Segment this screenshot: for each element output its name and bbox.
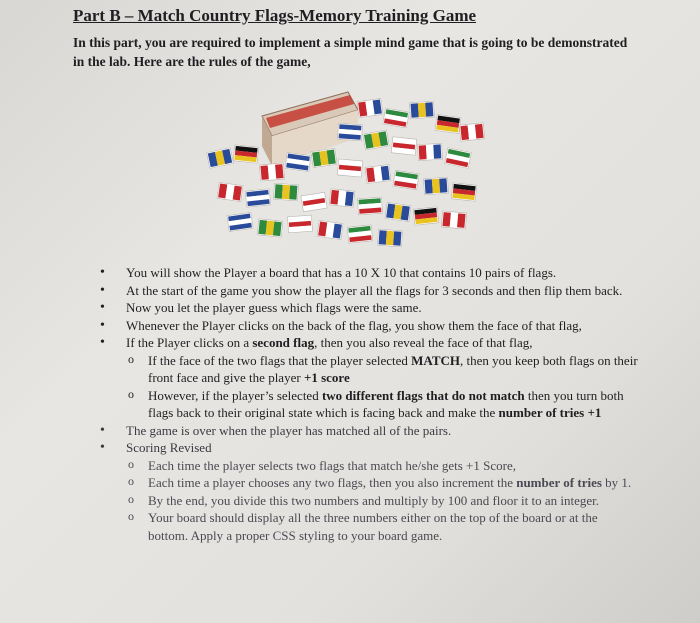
flags-illustration	[200, 88, 510, 248]
rule-item: • Whenever the Player clicks on the back of the flag, you show them the face of that flag,	[100, 317, 640, 335]
flag-tile-icon	[301, 192, 327, 212]
flag-tile-icon	[347, 225, 373, 243]
sub-rule-item: o By the end, you divide this two numbers and multiply by 100 and floor it to an integer.	[126, 492, 640, 510]
sub-rule-item: o Each time a player chooses any two flags, then you also increment the number of tries by 1.	[126, 474, 640, 492]
flag-tile-icon	[317, 220, 343, 239]
flag-tile-icon	[377, 229, 402, 247]
flag-tile-icon	[233, 145, 259, 163]
flag-tile-icon	[245, 189, 271, 207]
flag-tile-icon	[435, 114, 461, 133]
flag-tile-icon	[418, 143, 443, 160]
sub-rule-item: o If the face of the two flags that the player selected MATCH, then you keep both flags on their front face and give the player +1 score	[126, 352, 640, 387]
intro-paragraph: In this part, you are required to implement a simple mind game that is going to be demonstrated in the lab. Here are the rules of the game,	[73, 35, 628, 69]
flag-tile-icon	[259, 163, 284, 181]
rule-item: • You will show the Player a board that has a 10 X 10 that contains 10 pairs of flags.	[100, 264, 640, 282]
flag-tile-icon	[393, 170, 419, 190]
flag-tile-icon	[423, 177, 448, 195]
flag-tile-icon	[287, 215, 312, 233]
flag-tile-icon	[459, 123, 485, 141]
flag-tile-icon	[451, 183, 477, 201]
flag-tile-icon	[311, 148, 337, 167]
flag-tile-icon	[385, 202, 411, 221]
flag-tile-icon	[413, 207, 439, 225]
flag-tile-icon	[227, 212, 253, 231]
rules-list	[100, 264, 640, 544]
flag-tile-icon	[337, 123, 362, 141]
flag-tile-icon	[441, 211, 466, 229]
sub-rule-item: o Your board should display all the three numbers either on the top of the board or at the bottom. Apply a proper CSS styling to your board game.	[126, 509, 640, 544]
rule-item: • The game is over when the player has matched all of the pairs.	[100, 422, 640, 440]
flag-tile-icon	[365, 165, 391, 184]
sub-rule-item: o Each time the player selects two flags that match he/she gets +1 Score,	[126, 457, 640, 475]
flag-tile-icon	[329, 189, 355, 207]
rule-item: • At the start of the game you show the player all the flags for 3 seconds and then flip them back.	[100, 282, 640, 300]
sub-rule-item: o However, if the player’s selected two different flags that do not match then you turn both flags back to their original state which is facing back and make the number of tries +1	[126, 387, 640, 422]
flag-tile-icon	[257, 219, 283, 237]
flag-tile-icon	[357, 98, 383, 117]
rule-item: • If the Player clicks on a second flag, then you also reveal the face of that flag, o If the face of the two flags that the player selected MATCH, then you keep both flags on their front face and give the player +1 score o However, if the player’s selected two different flags that do not match then you turn both flags back to their original state which is facing back and make the number of tries +1	[100, 334, 640, 422]
flag-tile-icon	[363, 130, 389, 150]
part-title: Part B – Match Country Flags-Memory Training Game	[73, 6, 477, 25]
flag-tile-icon	[207, 148, 234, 169]
rule-item: • Scoring Revised o Each time the player selects two flags that match he/she gets +1 Score, o Each time a player chooses any two flags, then you also increment the number of tries by 1. o By the end, you divide this two numbers and multiply by 100 and floor it to an integer. o Your board should display all the three numbers either on the top of the board or at the bottom. Apply a proper CSS styling to your board game.	[100, 439, 640, 544]
flag-tile-icon	[391, 137, 417, 155]
flag-tile-icon	[409, 101, 434, 119]
flag-tile-icon	[445, 148, 472, 169]
rule-item: • Now you let the player guess which flags were the same.	[100, 299, 640, 317]
flag-tile-icon	[383, 108, 409, 128]
flag-tile-icon	[285, 152, 311, 171]
flag-tile-icon	[357, 197, 382, 215]
flag-tile-icon	[337, 159, 362, 177]
flag-tile-icon	[273, 183, 298, 201]
flag-tile-icon	[217, 182, 243, 201]
